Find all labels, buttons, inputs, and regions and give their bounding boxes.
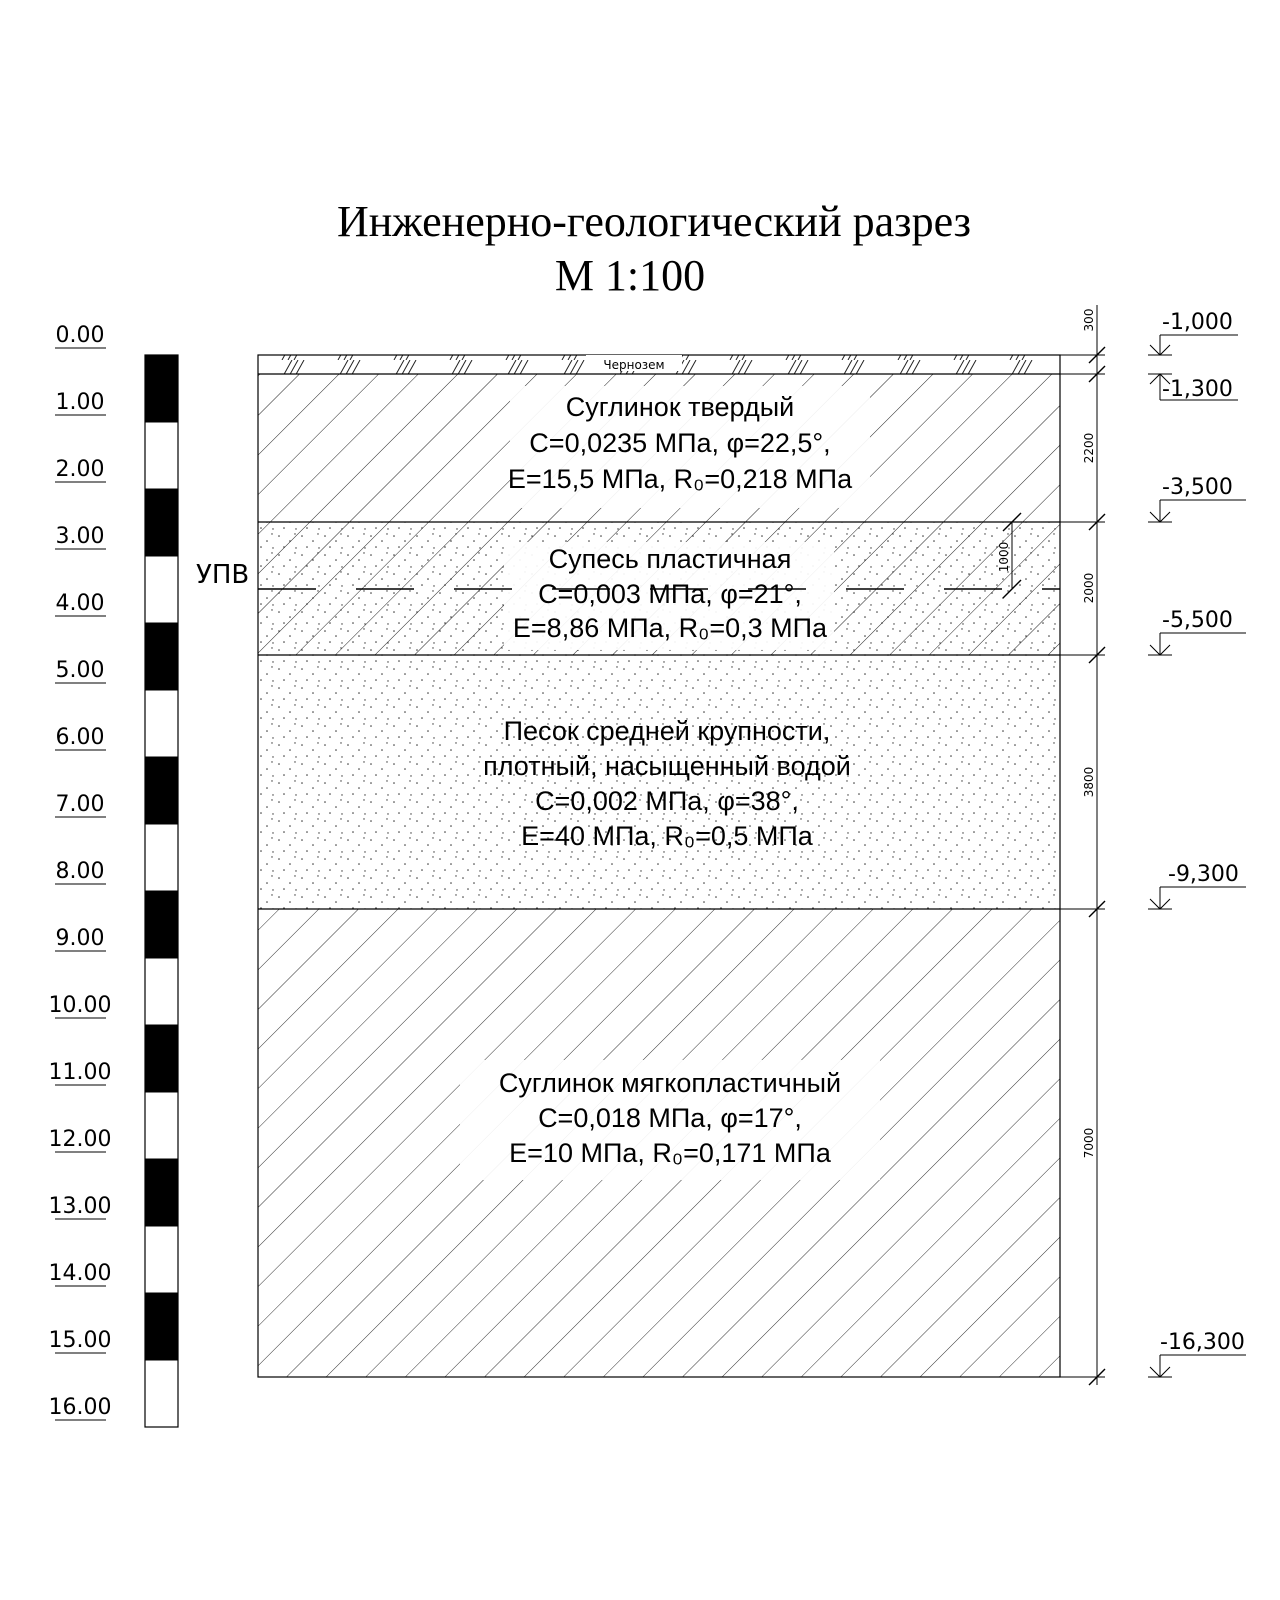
ruler-tick-label: 6.00 [55, 725, 105, 750]
ruler-tick-label: 9.00 [55, 926, 105, 951]
thickness-sandy-loam: 2000 [1082, 572, 1096, 604]
ruler-segment [145, 1226, 178, 1293]
elevation-marks [1148, 310, 1246, 1377]
thickness-loam-soft: 7000 [1082, 1127, 1096, 1159]
layer-label-loam-soft-name: Суглинок мягкопластичный [498, 1068, 842, 1098]
ruler-segment [145, 422, 178, 489]
depth-scale-labels [49, 323, 112, 1420]
thickness-dimensions [1060, 305, 1105, 1385]
soil-layers [258, 355, 1060, 1377]
ruler-tick-label: 13.00 [48, 1194, 112, 1219]
title-line-2: М 1:100 [554, 251, 706, 300]
ruler-segment [145, 355, 178, 422]
layer-label-loam-soft-params1: С=0,018 МПа, φ=17°, [538, 1103, 802, 1133]
elevation-mark-5: -9,300 [1168, 862, 1239, 887]
elevation-mark-2: -1,300 [1162, 377, 1233, 402]
ruler-tick-label: 3.00 [55, 524, 105, 549]
ruler-segment [145, 1159, 178, 1226]
ruler-tick-label: 15.00 [48, 1328, 112, 1353]
layer-label-topsoil: Чернозем [603, 358, 665, 372]
layer-label-sand-params2: Е=40 МПа, R₀=0,5 МПа [521, 821, 813, 851]
thickness-topsoil: 300 [1082, 308, 1096, 332]
ruler-tick-label: 12.00 [48, 1127, 112, 1152]
elevation-mark-3: -3,500 [1162, 475, 1233, 500]
layer-label-loam-soft-params2: Е=10 МПа, R₀=0,171 МПа [509, 1138, 831, 1168]
ruler-tick-label: 0.00 [55, 323, 105, 348]
ruler-segment [145, 489, 178, 556]
ruler-tick-label: 8.00 [55, 859, 105, 884]
ruler-tick-label: 11.00 [48, 1060, 112, 1085]
elevation-mark-1: -1,000 [1162, 310, 1233, 335]
layer-label-loam-hard-params2: Е=15,5 МПа, R₀=0,218 МПа [507, 464, 853, 494]
thickness-sand: 3800 [1082, 766, 1096, 798]
title-line-1: Инженерно-геологический разрез [336, 197, 972, 246]
ruler-segment [145, 1360, 178, 1427]
depth-scale-ruler [145, 355, 178, 1427]
ruler-tick-label: 2.00 [55, 457, 105, 482]
layer-label-loam-hard-name: Суглинок твердый [565, 392, 795, 422]
layer-label-sandy-loam-params1: С=0,003 МПа, φ=21°, [538, 579, 802, 609]
ruler-segment [145, 556, 178, 623]
layer-label-sand-desc: плотный, насыщенный водой [483, 751, 851, 781]
layer-label-loam-hard-params1: С=0,0235 МПа, φ=22,5°, [529, 428, 831, 458]
ruler-tick-label: 10.00 [48, 993, 112, 1018]
elevation-mark-6: -16,300 [1160, 1330, 1245, 1355]
ruler-segment [145, 958, 178, 1025]
ruler-segment [145, 1293, 178, 1360]
ruler-tick-label: 7.00 [55, 792, 105, 817]
layer-label-sandy-loam-params2: Е=8,86 МПа, R₀=0,3 МПа [512, 613, 828, 643]
ruler-segment [145, 690, 178, 757]
thickness-loam-hard: 2200 [1082, 432, 1096, 464]
water-table-label: УПВ [196, 560, 250, 590]
ruler-segment [145, 891, 178, 958]
ruler-tick-label: 1.00 [55, 390, 105, 415]
ruler-segment [145, 824, 178, 891]
layer-label-sand-params1: С=0,002 МПа, φ=38°, [535, 786, 799, 816]
ruler-tick-label: 4.00 [55, 591, 105, 616]
ruler-segment [145, 623, 178, 690]
water-table-depth-dimension: 1000 [997, 541, 1011, 573]
elevation-mark-4: -5,500 [1162, 608, 1233, 633]
ruler-tick-label: 14.00 [48, 1261, 112, 1286]
ruler-tick-label: 16.00 [48, 1395, 112, 1420]
ruler-tick-label: 5.00 [55, 658, 105, 683]
ruler-segment [145, 1025, 178, 1092]
ruler-segment [145, 1092, 178, 1159]
layer-sand-fill [258, 655, 1060, 909]
layer-label-sand-name: Песок средней крупности, [503, 716, 831, 746]
ruler-segment [145, 757, 178, 824]
layer-label-sandy-loam-name: Супесь пластичная [548, 544, 792, 574]
